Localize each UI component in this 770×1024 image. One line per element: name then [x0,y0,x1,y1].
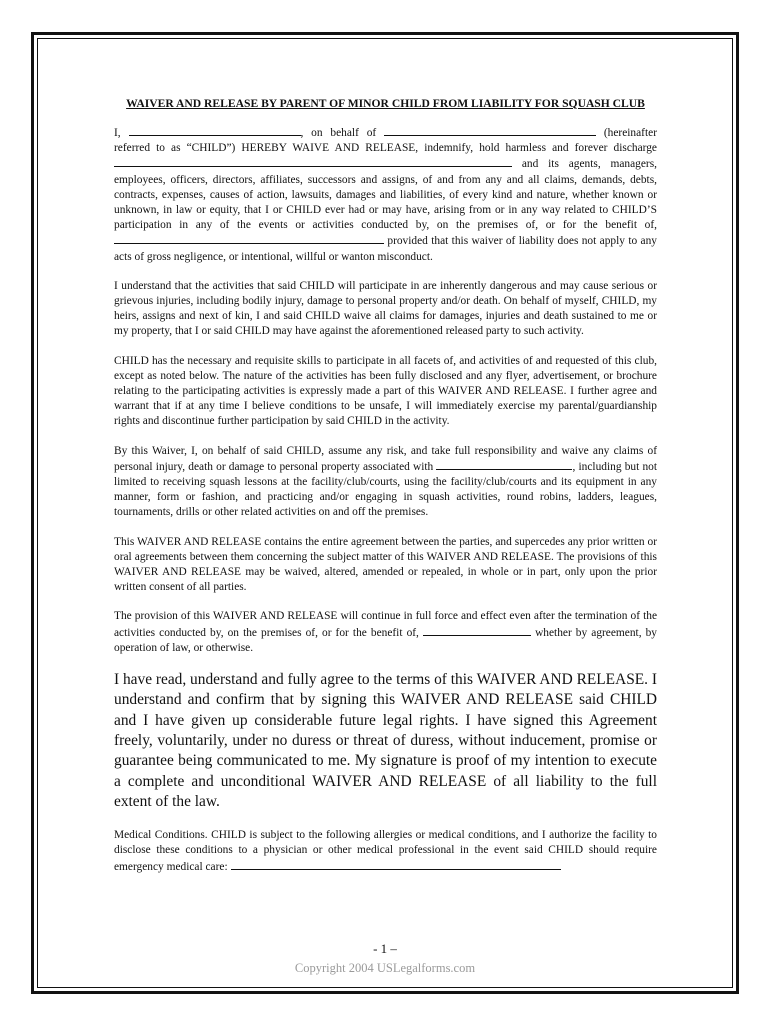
assume-risk-text-2: , including but not limited to receiving squash lessons at the facility/club/courts, using the facility/club/courts and its equipment in any manner, form or fashion, and practicing and/or engaging in squash activities, round robins, ladders, leagues, tournaments, drills or other related activities on and off the premises. [114,460,657,519]
release-text-4: and its agents, managers, employees, officers, directors, affiliates, successors and assigns, of and from any and all claims, demands, debts, contracts, expenses, causes of action, lawsuits, damages and liabilities, of every kind and nature, whether known or unknown, in law or equity, that I or CHILD ever had or may have, arising from or in any way related to CHILD’S participation in any of the events or activities conducted by, on the premises of, or for the benefit of, [114,158,657,232]
paragraph-entire-agreement: This WAIVER AND RELEASE contains the entire agreement between the parties, and supercedes any prior written or oral agreements between them concerning the subject matter of this WAIVER AND RELEASE. The provisions of this WAIVER AND RELEASE may be waived, altered, amended or repealed, in whole or in part, only upon the prior written consent of all parties. [114,535,657,594]
paragraph-survival [114,609,657,656]
associated-with-blank[interactable] [436,459,572,470]
paragraph-understanding: I understand that the activities that said CHILD will participate in are inherently dangerous and may cause serious or grievous injuries, including bodily injury, damage to personal property and/or death. On behalf of myself, CHILD, my heirs, assigns and next of kin, I and said CHILD waive all claims for damages, injuries and death sustained to me or my property, that I or said CHILD may have against the aforementioned released party to such activity. [114,279,657,338]
paragraph-acknowledgment: I have read, understand and fully agree to the terms of this WAIVER AND RELEASE. I understand and confirm that by signing this WAIVER AND RELEASE said CHILD and I have given up considerable future legal rights. I have signed this Agreement freely, voluntarily, under no duress or threat of duress, without inducement, promise or guarantee being communicated to me. My signature is proof of my intention to execute a complete and unconditional WAIVER AND RELEASE of all liability to the full extent of the law. [114,671,657,810]
copyright-notice: Copyright 2004 USLegalforms.com [294,961,476,975]
assume-risk-text-1: By this Waiver, I, on behalf of said CHILD, assume any risk, and take full responsibility and waive any claims of personal injury, death or damage to personal property associated with [114,444,657,473]
release-text-5: provided that this waiver of liability does not apply to any acts of gross negligence, or intentional, willful or wanton misconduct. [114,235,657,263]
medical-text: Medical Conditions. CHILD is subject to the following allergies or medical conditions, and I authorize the facility to disclose these conditions to a physician or other medical professional in the event said CHILD should require emergency medical care: [114,829,657,873]
parent-name-blank[interactable] [129,125,301,136]
child-name-blank[interactable] [384,125,596,136]
survival-benefit-blank[interactable] [423,625,531,636]
paragraph-medical [114,828,657,875]
paragraph-skills: CHILD has the necessary and requisite skills to participate in all facets of, and activities of and requested of this club, except as noted below. The nature of the activities has been fully disclosed and any flyer, advertisement, or brochure relating to the participating activities is expressly made a part of this WAIVER AND RELEASE. I further agree and warrant that if at any time I believe conditions to be unsafe, I will immediately exercise my parental/guardianship rights and discontinue further participation by said CHILD in the activity. [114,354,657,428]
release-text-3: (hereinafter referred to as “CHILD”) HEREBY WAIVE AND RELEASE, indemnify, hold harmless and forever discharge [114,127,657,155]
benefit-party-blank[interactable] [114,233,384,244]
survival-text-1: The provision of this WAIVER AND RELEASE will continue in full force and effect even after the termination of the activities conducted by, on the premises of, or for the benefit of, [114,610,657,639]
page-number: - 1 – [373,941,397,956]
release-text-1: I, [114,127,121,139]
survival-text-2: whether by agreement, by operation of law, or otherwise. [114,626,657,654]
document-title: WAIVER AND RELEASE BY PARENT OF MINOR CHILD FROM LIABILITY FOR SQUASH CLUB [126,97,645,110]
release-text-2: , on behalf of [300,127,377,139]
document-body [114,96,657,889]
medical-conditions-blank[interactable] [231,859,561,870]
paragraph-release [114,125,657,265]
paragraph-assume-risk [114,444,657,521]
club-name-blank[interactable] [114,156,512,167]
